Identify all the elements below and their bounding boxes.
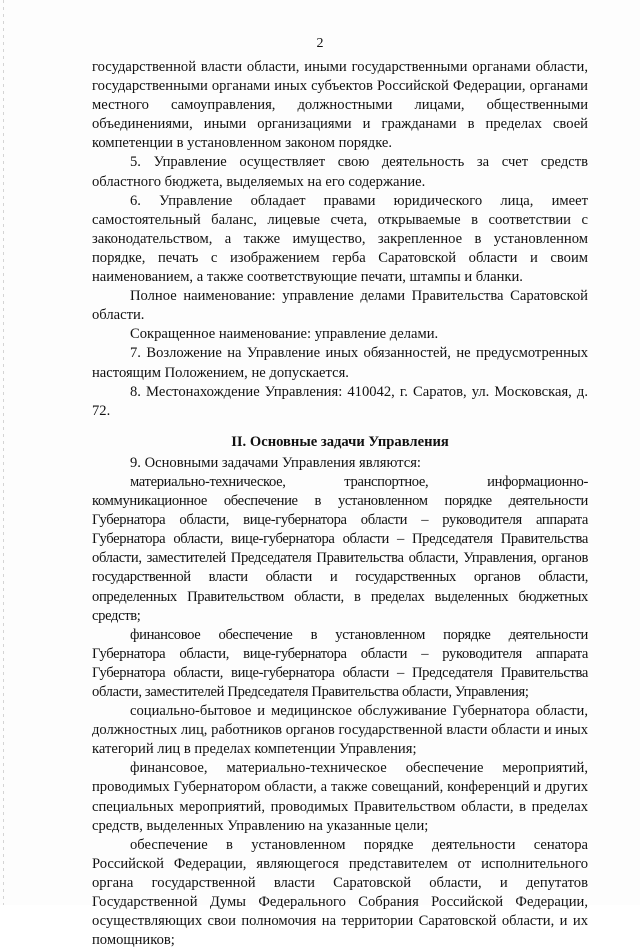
paragraph-6: 6. Управление обладает правами юридического лица, имеет самостоятельный баланс, лицевые счета, открываемые в соответствии с законодательством, а также имущество, закрепленное в установленном порядке, печать с изображением герба Саратовской области и своим наименованием, а также соответствующие печати, штампы и бланки. [92,192,588,286]
paragraph-9: 9. Основными задачами Управления являются: [130,454,421,471]
task-item-5: обеспечение в установленном порядке деятельности сенатора Российской Федерации, являющегося представителем от исполнительного органа государственной власти Саратовской области, и депутатов Государственной Думы Федерального Собрания Российской Федерации, осуществляющих свои полномочия на территории Саратовской области, и их помощников; [92,836,588,949]
paragraph-7: 7. Возложение на Управление иных обязанностей, не предусмотренных настоящим Положением, не допускается. [92,345,588,381]
task-item-3: социально-бытовое и медицинское обслуживание Губернатора области, должностных лиц, работников органов государственной власти области и иных категорий лиц в пределах компетенции Управления; [92,703,588,758]
task-item-2: финансовое обеспечение в установленном порядке деятельности Губернатора области, вице-губернатора области – руководителя аппарата Губернатора области, вице-губернатора области – Председателя Правительства области, заместителей Председателя Правительства области, Управления; [92,626,588,700]
paragraph-continuation: государственной власти области, иными государственными органами области, государственными органами иных субъектов Российской Федерации, органами местного самоуправления, должностными лицами, общественными объединениями, иными организациями и гражданами в пределах своей компетенции в установленном законом порядке. [92,59,588,152]
paragraph-full-name: Полное наименование: управление делами Правительства Саратовской области. [92,288,588,324]
document-body [92,58,588,950]
paragraph-short-name: Сокращенное наименование: управление делами. [130,326,439,343]
paragraph-8: 8. Местонахождение Управления: 410042, г. Саратов, ул. Московская, д. 72. [92,383,588,419]
task-item-1: материально-техническое, транспортное, информационно-коммуникационное обеспечение в установленном порядке деятельности Губернатора области, вице-губернатора области – руководителя аппарата Губернатора области, вице-губернатора области – Председателя Правительства области, заместителей Председателя Правительства области, Управления, органов государственной власти области и государственных органов области, определенных Правительством области, в пределах выделенных бюджетных средств; [92,473,588,624]
section-heading: II. Основные задачи Управления [231,433,449,450]
task-item-4: финансовое, материально-техническое обеспечение мероприятий, проводимых Губернатором области, а также совещаний, конференций и других специальных мероприятий, проводимых Правительством области, в пределах средств, выделенных Управлению на указанные цели; [92,760,588,834]
page-number: 2 [316,36,324,51]
paragraph-5: 5. Управление осуществляет свою деятельность за счет средств областного бюджета, выделяемых на его содержание. [92,154,588,190]
